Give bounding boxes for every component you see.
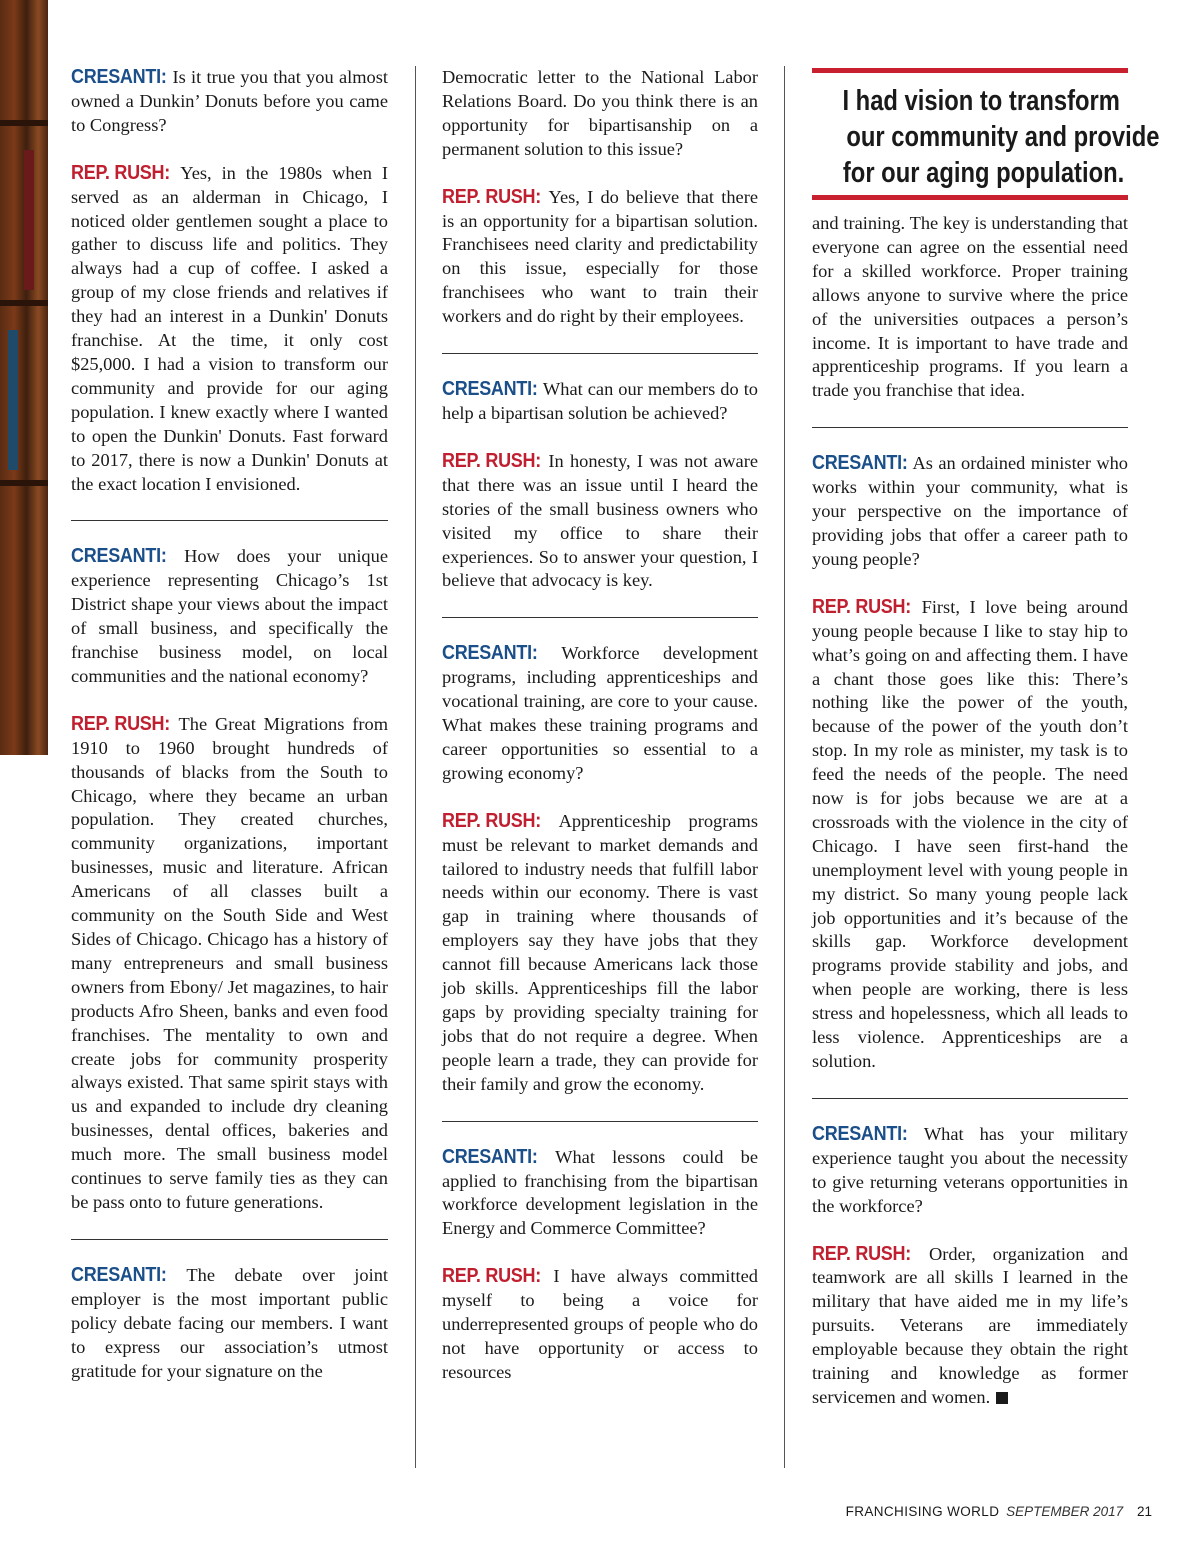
question-paragraph bbox=[812, 452, 1128, 572]
answer-text: The Great Migrations from 1910 to 1960 brought hundreds of thousands of blacks from the South to Chicago, where they became an urban population. They created churches, community organizations, important businesses, music and literature. African Americans of all classes built a community on the South Side and West Sides of Chicago. Chicago has a history of many entrepreneurs and small business owners from Ebony/ Jet magazines, to hair products Afro Sheen, banks and even food franchises. The mentality to own and create jobs for community prosperity always existed. That same spirit stays with us and expanded to include dry cleaning businesses, dental offices, bakeries and much more. The small business model continues to serve family ties as they can be pass onto to future generations. bbox=[71, 713, 389, 1212]
question-text: Is it true you that you almost owned a Dunkin’ Donuts before you came to Congress? bbox=[71, 67, 388, 135]
question-text: Workforce development programs, including apprenticeships and vocational training, are core to your cause. What makes these training programs and career opportunities so essential to a growing economy? bbox=[442, 643, 758, 783]
answer-paragraph bbox=[812, 1243, 1128, 1410]
publication-name: FRANCHISING WORLD bbox=[845, 1504, 1000, 1519]
speaker-label-rush: REP. RUSH: bbox=[442, 185, 541, 208]
pull-quote bbox=[812, 68, 1160, 200]
answer-text: Order, organization and teamwork are all skills I learned in the military that have aided me in my life’s pursuits. Veterans are immediately employable because they obtain the right training and knowledge as former servicemen and women. bbox=[812, 1243, 1128, 1407]
pull-quote-line: for our aging population. bbox=[842, 157, 1125, 189]
speaker-label-rush: REP. RUSH: bbox=[71, 161, 170, 184]
answer-text: Yes, in the 1980s when I served as an alderman in Chicago, I noticed older gentlemen sought a place to gather to discuss life and politics. They always had a cup of coffee. I asked a group of my close friends and relatives if they had an interest in a Dunkin' Donuts franchise. At the time, it only cost $25,000. I had a vision to transform our community and provide for our aging population. I knew exactly where I wanted to open the Dunkin' Donuts. Fast forward to 2017, there is now a Dunkin' Donuts at the exact location I envisioned. bbox=[71, 162, 388, 494]
answer-paragraph bbox=[442, 1265, 758, 1385]
article-column-3 bbox=[812, 212, 1128, 1434]
section-divider bbox=[442, 617, 758, 618]
answer-text: Yes, I do believe that there is an opportunity for a bipartisan solution. Franchisees need clarity and predictability on this issue, especially for those franchisees who want to train their workers and do right by their employees. bbox=[442, 186, 758, 327]
question-text: Democratic letter to the National Labor Relations Board. Do you think there is an opportunity for bipartisanship on a permanent solution to this issue? bbox=[442, 67, 758, 159]
section-divider bbox=[812, 1098, 1128, 1099]
speaker-label-rush: REP. RUSH: bbox=[442, 809, 541, 832]
answer-paragraph bbox=[812, 596, 1128, 1074]
article-column-1 bbox=[71, 66, 388, 1407]
section-divider bbox=[442, 353, 758, 354]
pull-quote-line: I had vision to transform bbox=[842, 85, 1120, 117]
question-paragraph bbox=[71, 1264, 388, 1384]
page-number: 21 bbox=[1136, 1504, 1152, 1519]
speaker-label-cresanti: CRESANTI: bbox=[71, 1263, 167, 1286]
bookshelf-photo-edge bbox=[0, 0, 48, 755]
question-paragraph bbox=[812, 1123, 1128, 1219]
speaker-label-cresanti: CRESANTI: bbox=[442, 642, 538, 665]
answer-paragraph bbox=[71, 162, 388, 497]
issue-date: SEPTEMBER 2017 bbox=[1006, 1504, 1124, 1519]
question-continuation bbox=[442, 66, 758, 162]
answer-text: and training. The key is understanding that everyone can agree on the essential need for a skilled workforce. Proper training allows anyone to survive where the price of the universities outpaces a person’s income. It is important to have trade and apprenticeship programs. If you learn a trade you franchise that idea. bbox=[812, 213, 1128, 401]
speaker-label-rush: REP. RUSH: bbox=[812, 595, 911, 618]
question-text: What lessons could be applied to franchising from the bipartisan workforce development legislation in the Energy and Commerce Committee? bbox=[442, 1146, 759, 1239]
section-divider bbox=[812, 427, 1128, 428]
question-text: What has your military experience taught you about the necessity to give returning veterans opportunities in the workforce? bbox=[812, 1123, 1128, 1216]
speaker-label-rush: REP. RUSH: bbox=[442, 449, 541, 472]
answer-text: First, I love being around young people because I like to stay hip to what’s going on and affecting them. I have a chant those goes like this: There’s nothing like the power of the youth, because of the power of the youth don’t stop. In my role as minister, my task is to feed the needs of the people. The need now is for jobs because we are at a crossroads with the violence in the city of Chicago. I have seen first-hand the unemployment level with young people in my district. So many young people lack job opportunities and it’s because of the skills gap. Workforce development programs provide stability and jobs, and when people are working, there is less stress and hopelessness, which all leads to less violence. Apprenticeships are a solution. bbox=[812, 596, 1128, 1071]
answer-paragraph bbox=[442, 810, 758, 1097]
question-text: How does your unique experience representing Chicago’s 1st District shape your views about the impact of small business, and specifically the franchise business model, on local communities and the national economy? bbox=[71, 546, 388, 686]
answer-text: In honesty, I was not aware that there was an issue until I heard the stories of the small business owners who visited my office to share their experiences. So to answer your question, I believe that advocacy is key. bbox=[442, 450, 758, 591]
section-divider bbox=[71, 520, 388, 521]
answer-paragraph bbox=[442, 186, 758, 329]
answer-text: Apprenticeship programs must be relevant to market demands and tailored to industry needs that fulfill labor needs within our economy. There is vast gap in training where thousands of employers say they have jobs that they cannot fill because Americans lack those job skills. Apprenticeships fill the labor gaps by providing specialty training for jobs that do not require a degree. When people learn a trade, they can provide for their family and grow the economy. bbox=[442, 810, 758, 1094]
column-rule-2 bbox=[784, 66, 785, 1468]
speaker-label-rush: REP. RUSH: bbox=[442, 1265, 541, 1288]
question-text: The debate over joint employer is the most important public policy debate facing our members. I want to express our association’s utmost gratitude for your signature on the bbox=[71, 1264, 388, 1381]
question-text: What can our members do to help a bipartisan solution be achieved? bbox=[442, 379, 758, 423]
speaker-label-rush: REP. RUSH: bbox=[812, 1242, 911, 1265]
speaker-label-cresanti: CRESANTI: bbox=[71, 545, 167, 568]
column-rule-1 bbox=[415, 66, 416, 1468]
speaker-label-cresanti: CRESANTI: bbox=[71, 66, 167, 88]
page-footer bbox=[846, 1504, 1152, 1519]
section-divider bbox=[442, 1121, 758, 1122]
speaker-label-rush: REP. RUSH: bbox=[71, 712, 170, 735]
question-paragraph bbox=[442, 378, 758, 426]
answer-continuation bbox=[812, 212, 1128, 403]
article-column-2 bbox=[442, 66, 758, 1409]
speaker-label-cresanti: CRESANTI: bbox=[812, 1122, 908, 1145]
answer-text: I have always committed myself to being a voice for underrepresented groups of people who do not have opportunity or access to resources bbox=[442, 1266, 758, 1382]
speaker-label-cresanti: CRESANTI: bbox=[812, 452, 908, 475]
question-paragraph bbox=[71, 545, 388, 688]
question-paragraph bbox=[71, 66, 388, 138]
end-of-article-mark bbox=[996, 1392, 1008, 1404]
speaker-label-cresanti: CRESANTI: bbox=[442, 378, 538, 401]
question-paragraph bbox=[442, 1146, 758, 1242]
speaker-label-cresanti: CRESANTI: bbox=[442, 1145, 538, 1168]
answer-paragraph bbox=[442, 450, 758, 593]
pull-quote-line: our community and provide bbox=[846, 121, 1160, 153]
section-divider bbox=[71, 1239, 388, 1240]
question-text: As an ordained minister who works within your community, what is your perspective on the importance of providing jobs that offer a career path to young people? bbox=[812, 453, 1128, 569]
question-paragraph bbox=[442, 642, 758, 785]
answer-paragraph bbox=[71, 713, 388, 1215]
